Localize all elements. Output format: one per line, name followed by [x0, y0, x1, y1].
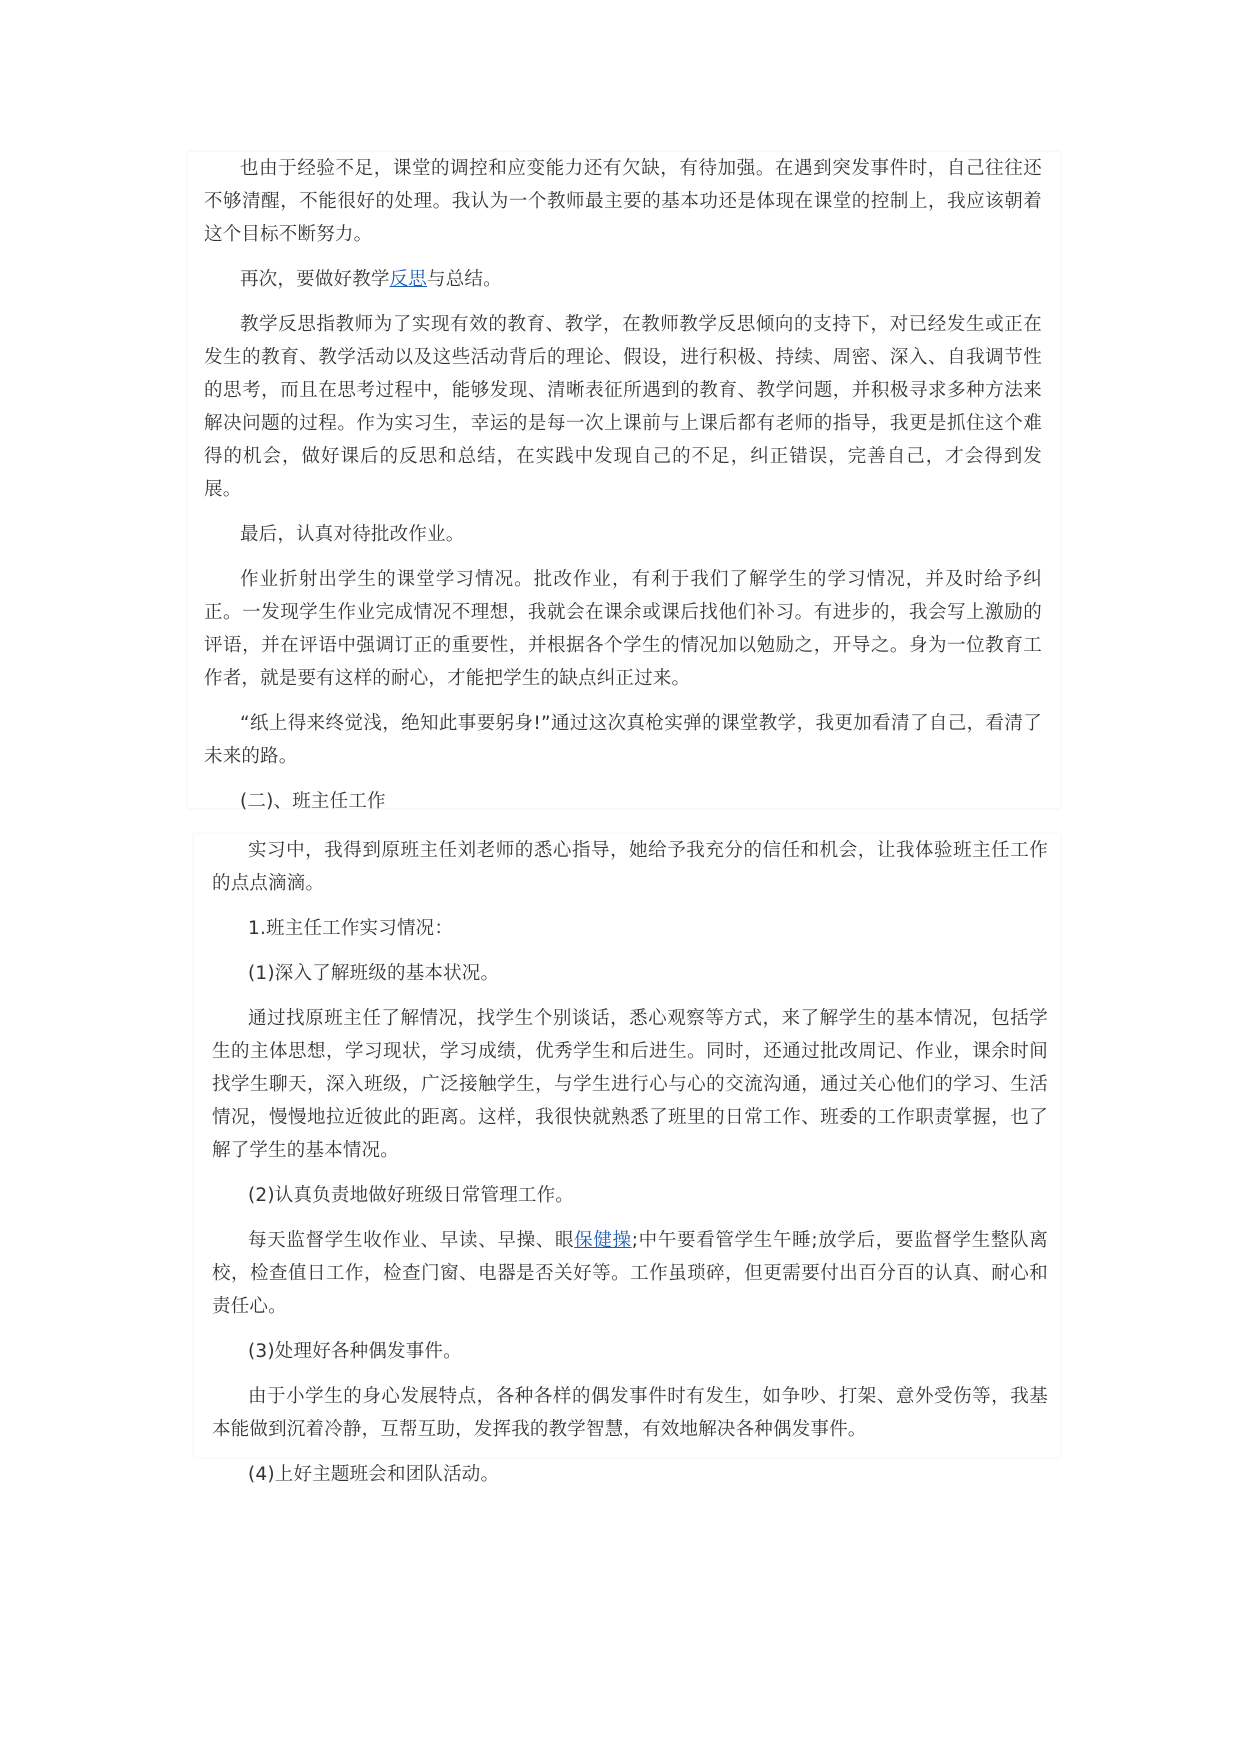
- subheading-incidents: (3)处理好各种偶发事件。: [248, 1341, 462, 1362]
- text-segment: 再次，要做好教学: [240, 269, 390, 290]
- section-heading-head-teacher: (二)、班主任工作: [240, 791, 386, 812]
- paragraph-classroom-control: 也由于经验不足，课堂的调控和应变能力还有欠缺，有待加强。在遇到突发事件时，自己往往还不够清醒，不能很好的处理。我认为一个教师最主要的基本功还是体现在课堂的控制上，我应该朝着这个目标不断努力。: [204, 158, 1042, 245]
- text-segment: ;中午要看管学生午睡;放学后，要监督学生整队离校，检查值日工作，检查门窗、电器是否关好等。工作虽琐碎，但更需要付出百分百的认真、耐心和责任心。: [212, 1230, 1048, 1317]
- subheading-class-understanding: (1)深入了解班级的基本状况。: [248, 963, 500, 984]
- paragraph-reflection-definition: 教学反思指教师为了实现有效的教育、教学，在教师教学反思倾向的支持下，对已经发生或正在发生的教育、教学活动以及这些活动背后的理论、假设，进行积极、持续、周密、深入、自我调节性的思考，而且在思考过程中，能够发现、清晰表征所遇到的教育、教学问题，并积极寻求多种方法来解决问题的过程。作为实习生，幸运的是每一次上课前与上课后都有老师的指导，我更是抓住这个难得的机会，做好课后的反思和总结，在实践中发现自己的不足，纠正错误，完善自己，才会得到发展。: [204, 314, 1042, 500]
- paragraph-class-understanding: 通过找原班主任了解情况，找学生个别谈话，悉心观察等方式，来了解学生的基本情况，包括学生的主体思想，学习现状，学习成绩，优秀学生和后进生。同时，还通过批改周记、作业，课余时间找学生聊天，深入班级，广泛接触学生，与学生进行心与心的交流沟通，通过关心他们的学习、生活情况，慢慢地拉近彼此的距离。这样，我很快就熟悉了班里的日常工作、班委的工作职责掌握，也了解了学生的基本情况。: [212, 1008, 1048, 1161]
- paragraph-internship-intro: 实习中，我得到原班主任刘老师的悉心指导，她给予我充分的信任和机会，让我体验班主任工作的点点滴滴。: [212, 840, 1048, 894]
- subheading-class-meetings: (4)上好主题班会和团队活动。: [248, 1464, 500, 1485]
- paragraph-reflection-heading: [204, 263, 1042, 296]
- link-eye-exercises[interactable]: 保健操: [574, 1230, 632, 1251]
- article-section-2: [194, 834, 1060, 1485]
- paragraph-homework-heading: 最后，认真对待批改作业。: [240, 524, 465, 545]
- article-section-1: [188, 152, 1060, 812]
- paragraph-homework-detail: 作业折射出学生的课堂学习情况。批改作业，有利于我们了解学生的学习情况，并及时给予纠正。一发现学生作业完成情况不理想，我就会在课余或课后找他们补习。有进步的，我会写上激励的评语，并在评语中强调订正的重要性，并根据各个学生的情况加以勉励之，开导之。身为一位教育工作者，就是要有这样的耐心，才能把学生的缺点纠正过来。: [204, 569, 1042, 689]
- subheading-internship-status: 1.班主任工作实习情况：: [248, 918, 454, 939]
- text-segment: 与总结。: [427, 269, 502, 290]
- text-segment: 每天监督学生收作业、早读、早操、眼: [248, 1230, 575, 1251]
- subheading-daily-management: (2)认真负责地做好班级日常管理工作。: [248, 1185, 575, 1206]
- paragraph-daily-management: [212, 1224, 1048, 1323]
- paragraph-quote: “纸上得来终觉浅，绝知此事要躬身!”通过这次真枪实弹的课堂教学，我更加看清了自己，看清了未来的路。: [204, 713, 1042, 767]
- link-reflection[interactable]: 反思: [389, 269, 428, 290]
- paragraph-incidents: 由于小学生的身心发展特点，各种各样的偶发事件时有发生，如争吵、打架、意外受伤等，我基本能做到沉着冷静，互帮互助，发挥我的教学智慧，有效地解决各种偶发事件。: [212, 1386, 1048, 1440]
